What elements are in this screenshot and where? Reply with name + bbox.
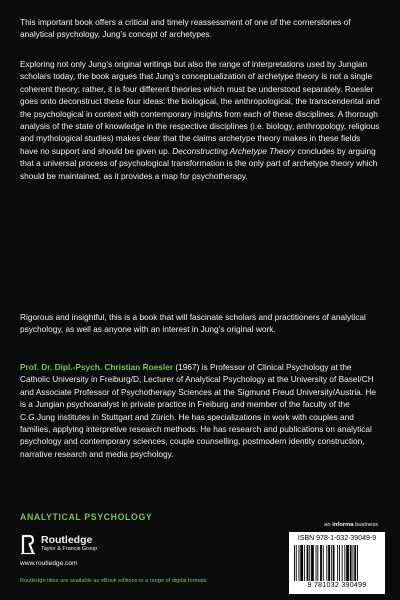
barcode-bars	[294, 545, 380, 581]
informa-prefix: an	[324, 522, 333, 528]
description-text-after: concludes by arguing that a universal process of psychological transformation is the only part of archetype theory which should be maintained, as it provides a map for psychotherapy.	[20, 145, 378, 181]
barcode-bar	[326, 545, 327, 581]
bio-body: (1967) is Professor of Clinical Psychology at the Catholic University in Freiburg/D, Lecturer of Analytical Psychology at the University of Basel/CH and Associate Professor of Psychotherapy Sciences at the Sigmund Freud University/Austria. He is a Jungian psychoanalyst in private practice in Freiburg and member of the faculty of the C.G.Jung institutes in Stuttgart and Zürich. He has specializations in work with couples and families, applying interpretive research methods. He has research and publications on analytical psychology and contemporary sciences, couple counselling, postmodern identity construction, narrative research and media psychology.	[20, 362, 377, 459]
barcode-bar	[299, 545, 300, 581]
bio-text	[20, 361, 380, 460]
barcode-bar	[328, 545, 330, 581]
barcode-bar	[300, 545, 303, 581]
publisher-text	[41, 535, 97, 553]
informa-brand: informa	[332, 522, 354, 528]
author-bio	[20, 361, 380, 460]
intro-paragraph	[20, 16, 380, 41]
barcode-bar	[342, 545, 343, 581]
publisher-row	[20, 533, 250, 555]
barcode-bar	[339, 545, 340, 581]
publisher-tagline: Taylor & Francis Group	[41, 546, 98, 552]
barcode-bar	[344, 545, 345, 581]
informa-business-label	[324, 522, 378, 528]
routledge-logo-icon	[20, 533, 36, 555]
series-label: ANALYTICAL PSYCHOLOGY	[20, 512, 153, 522]
barcode-bar	[333, 545, 335, 581]
barcode-bar	[296, 545, 297, 581]
description-text-before: Exploring not only Jung’s original writings but also the range of interpretations used by Jungian scholars today, the book argues that Jung’s conceptualization of archetype theory is not a single coherent theory; rather, it is four different theories which must be understood separately. Roesler goes onto deconstruct these four ideas: the biological, the anthropological, the transcendental and the psychological in context with contemporary insights from each of these disciplines. A thorough analysis of the state of knowledge in the respective disciplines (i.e. biology, anthropology, religious and mythological studies) makes clear that the claims archetype theory makes in these fields have no support and should be given up.	[20, 59, 380, 156]
barcode-digits: 9 781032 390499	[307, 582, 367, 589]
barcode-bar	[307, 545, 309, 581]
barcode-bar	[331, 545, 332, 581]
barcode-bar	[294, 545, 295, 581]
publisher-block	[20, 512, 250, 567]
closing-text: Rigorous and insightful, this is a book that will fascinate scholars and practitioners of analytical psychology, as well as anyone with an interest in Jung’s original work.	[20, 312, 366, 335]
publisher-name: Routledge	[41, 534, 93, 546]
barcode-bar	[304, 545, 305, 581]
barcode-bar	[350, 545, 352, 581]
barcode-bar	[311, 545, 314, 581]
author-name: Prof. Dr. Dipl.-Psych. Christian Roesler	[20, 362, 174, 372]
barcode-bar	[316, 545, 317, 581]
barcode-bar	[323, 545, 324, 581]
closing-paragraph	[20, 311, 380, 336]
publisher-website: www.routledge.com	[20, 560, 78, 567]
barcode-bar	[346, 545, 349, 581]
barcode-bar	[354, 545, 356, 581]
barcode-bar	[337, 545, 338, 581]
description-paragraph	[20, 58, 380, 182]
barcode-bar	[320, 545, 322, 581]
ebook-note: Routledge titles are available as eBook editions in a range of digital formats	[20, 578, 207, 584]
barcode-bar	[357, 545, 358, 581]
barcode-bar	[309, 545, 310, 581]
barcode-bar	[317, 545, 318, 581]
isbn-label: ISBN 978-1-032-39049-9	[297, 535, 377, 542]
book-title-inline: Deconstructing Archetype Theory	[172, 145, 296, 156]
barcode-bar	[353, 545, 354, 581]
informa-suffix: business	[353, 522, 378, 528]
intro-text: This important book offers a critical and timely reassessment of one of the cornerstones of analytical psychology, Jung’s concept of archetypes.	[20, 17, 351, 40]
description-text	[20, 58, 380, 182]
barcode	[289, 532, 385, 594]
